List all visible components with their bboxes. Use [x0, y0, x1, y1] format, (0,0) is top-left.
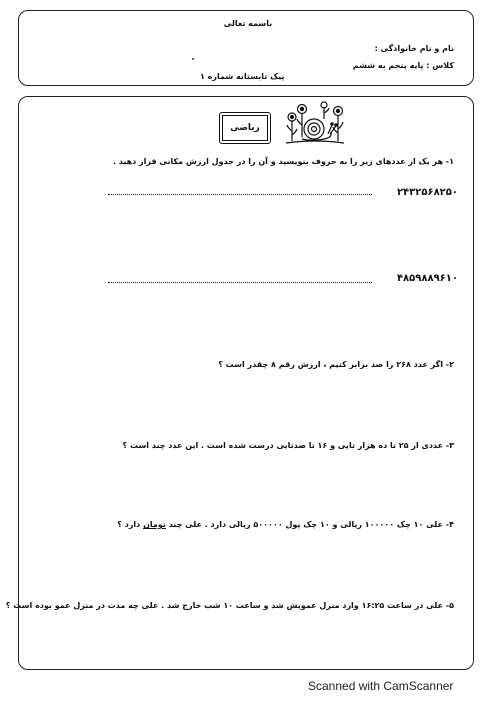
name-field-label: نام و نام خانوادگی :: [374, 44, 454, 53]
scanner-footer: Scanned with CamScanner: [308, 679, 454, 693]
question-4-part-1: ۴- علی ۱۰ چک ۱۰۰۰۰۰ ریالی و ۱۰ چک پول ۵۰۰۰۰۰ ریالی دارد . علی چند: [168, 520, 454, 529]
answer-line-2[interactable]: [108, 282, 372, 283]
snail-flowers-icon: [284, 101, 346, 147]
subject-title-frame: [219, 112, 271, 144]
question-2: ۲- اگر عدد ۲۶۸ را صد برابر کنیم ، ارزش رقم ۸ چقدر است ؟: [218, 360, 454, 369]
worksheet-box: [18, 96, 474, 670]
pack-title: پیک تابستانه شماره ۱: [200, 72, 285, 81]
number-2: ۴۸۵۹۸۸۹۶۱۰: [396, 273, 458, 284]
subject-title: ریاضی: [222, 115, 268, 141]
number-1: ۲۴۳۲۵۶۸۲۵۰: [396, 187, 458, 198]
question-5: ۵- علی در ساعت ۱۶:۲۵ وارد منزل عمویش شد و ساعت ۱۰ شب خارج شد . علی چه مدت در منزل عمو بوده است ؟: [5, 601, 454, 610]
basmala: باسمه تعالی: [223, 19, 273, 28]
stray-dot: [192, 58, 194, 60]
question-3: ۳- عددی از ۲۵ تا ده هزار تایی و ۱۶ تا صدتایی درست شده است . این عدد چند است ؟: [122, 441, 454, 450]
class-field-label: کلاس : پایه پنجم به ششم: [352, 61, 454, 70]
question-4-underlined: تومان: [143, 520, 166, 529]
answer-line-1[interactable]: [108, 194, 372, 195]
question-4-part-2: دارد ؟: [117, 520, 141, 529]
question-1: ۱- هر یک از عددهای زیر را به حروف بنویسید و آن را در جدول ارزش مکانی قرار دهید .: [112, 157, 454, 166]
question-4: [117, 520, 454, 529]
